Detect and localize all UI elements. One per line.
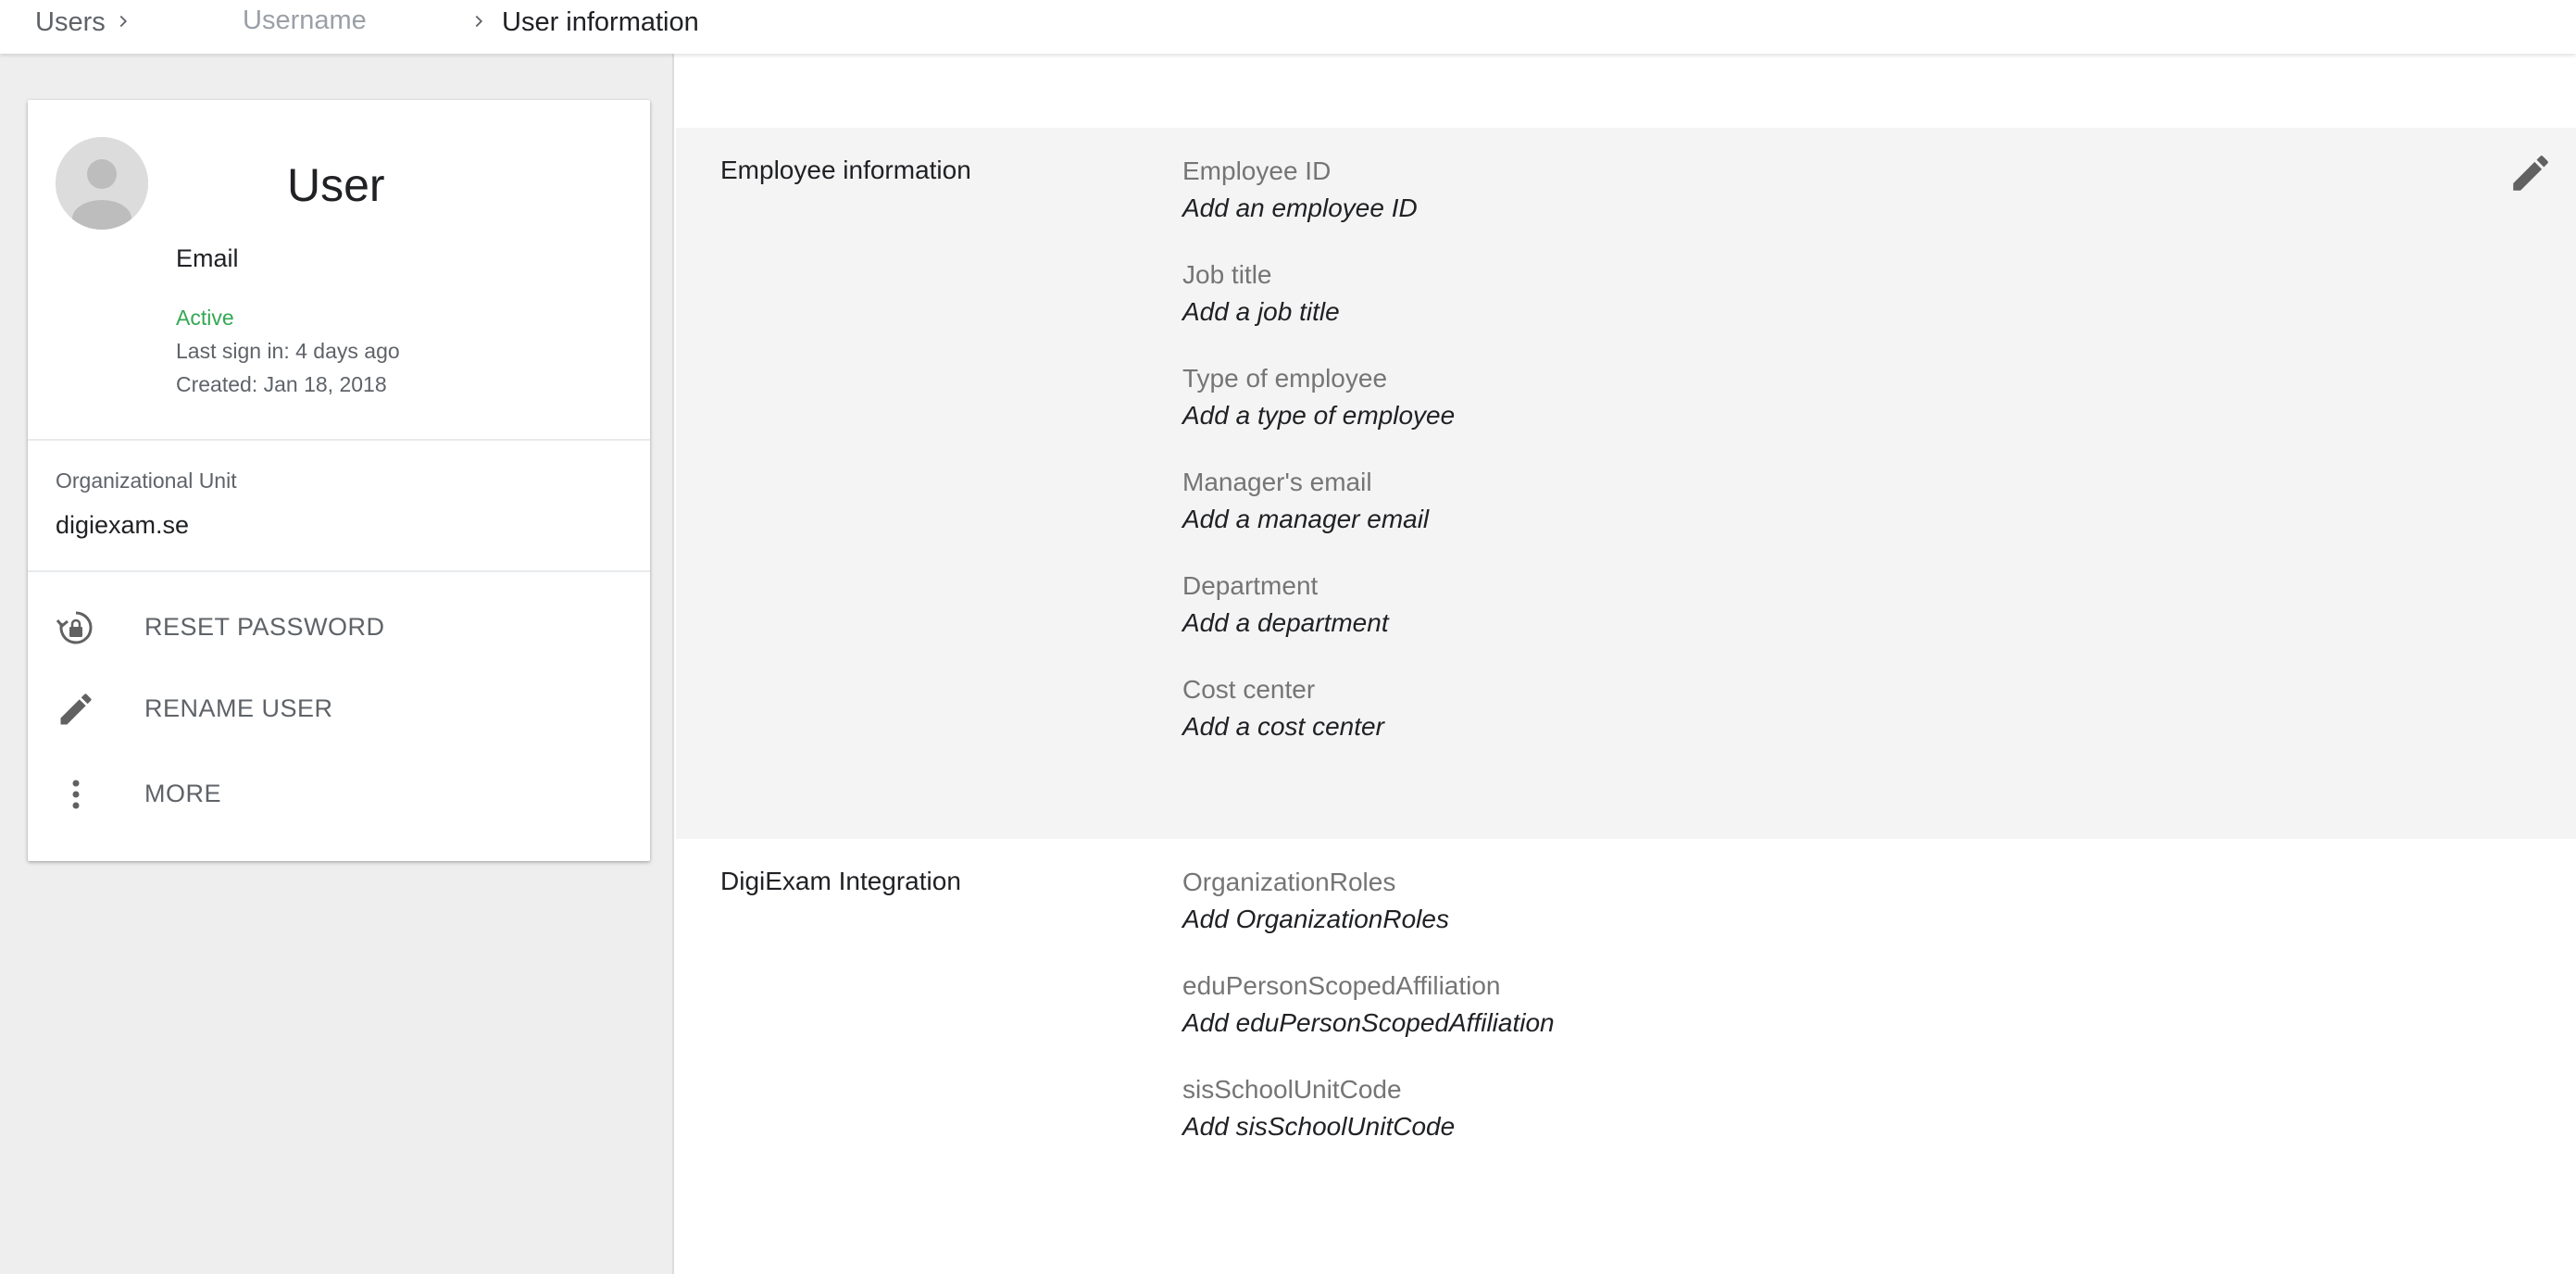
edit-employee-info-button[interactable] xyxy=(2507,150,2554,196)
digiexam-integration-section xyxy=(676,839,2576,1274)
field-label: Cost center xyxy=(1182,675,1316,704)
pencil-icon xyxy=(56,689,96,730)
chevron-right-icon xyxy=(113,11,133,31)
avatar xyxy=(56,137,148,230)
more-button[interactable] xyxy=(56,767,611,822)
person-icon xyxy=(56,137,148,230)
pencil-icon xyxy=(2507,150,2554,196)
chevron-right-icon xyxy=(469,11,489,31)
rename-user-button[interactable] xyxy=(56,681,611,737)
field-label: Manager's email xyxy=(1182,468,1372,496)
field-label: Job title xyxy=(1182,260,1272,289)
field-value: Add a job title xyxy=(1182,297,1340,326)
org-unit-value: digiexam.se xyxy=(56,511,190,539)
status-badge: Active xyxy=(176,306,234,330)
field-label: eduPersonScopedAffiliation xyxy=(1182,971,1501,1000)
field-label: OrganizationRoles xyxy=(1182,868,1396,896)
more-vertical-icon xyxy=(56,774,96,815)
reset-password-button[interactable] xyxy=(56,600,611,656)
employee-information-section xyxy=(676,128,2576,839)
field-department[interactable] xyxy=(1182,570,2294,639)
field-value: Add a department xyxy=(1182,608,1389,637)
breadcrumb-username[interactable]: Username xyxy=(243,6,367,35)
field-value: Add a manager email xyxy=(1182,505,1430,533)
field-cost-center[interactable] xyxy=(1182,674,2294,743)
more-label: MORE xyxy=(144,780,221,807)
user-card xyxy=(28,100,650,861)
org-unit-label: Organizational Unit xyxy=(56,468,237,493)
field-value: Add sisSchoolUnitCode xyxy=(1182,1112,1456,1141)
field-sis-school-unit-code[interactable] xyxy=(1182,1074,2294,1143)
section-title: DigiExam Integration xyxy=(720,867,961,895)
breadcrumb-current: User information xyxy=(502,7,699,37)
user-name: User xyxy=(287,159,385,211)
field-value: Add an employee ID xyxy=(1182,194,1418,222)
field-label: Department xyxy=(1182,571,1319,600)
field-label: sisSchoolUnitCode xyxy=(1182,1075,1402,1104)
main-content xyxy=(676,54,2576,1274)
field-value: Add a cost center xyxy=(1182,712,1384,741)
breadcrumb xyxy=(0,0,2576,54)
field-type-of-employee[interactable] xyxy=(1182,363,2294,431)
field-value: Add eduPersonScopedAffiliation xyxy=(1182,1008,1555,1037)
rename-user-label: RENAME USER xyxy=(144,694,333,722)
lock-reset-icon xyxy=(56,607,96,648)
reset-password-label: RESET PASSWORD xyxy=(144,613,385,641)
field-job-title[interactable] xyxy=(1182,259,2294,328)
breadcrumb-users[interactable]: Users xyxy=(35,7,106,37)
last-sign-in: Last sign in: 4 days ago xyxy=(176,339,400,363)
field-edu-person-scoped-affiliation[interactable] xyxy=(1182,970,2294,1039)
section-title: Employee information xyxy=(720,156,971,184)
created-date: Created: Jan 18, 2018 xyxy=(176,372,387,396)
divider xyxy=(28,570,650,572)
field-label: Type of employee xyxy=(1182,364,1388,393)
field-value: Add OrganizationRoles xyxy=(1182,905,1449,933)
user-email: Email xyxy=(176,244,239,272)
field-label: Employee ID xyxy=(1182,156,1332,185)
field-manager-email[interactable] xyxy=(1182,467,2294,535)
field-employee-id[interactable] xyxy=(1182,156,2294,224)
divider xyxy=(28,439,650,441)
field-organization-roles[interactable] xyxy=(1182,867,2294,935)
field-value: Add a type of employee xyxy=(1182,401,1456,430)
